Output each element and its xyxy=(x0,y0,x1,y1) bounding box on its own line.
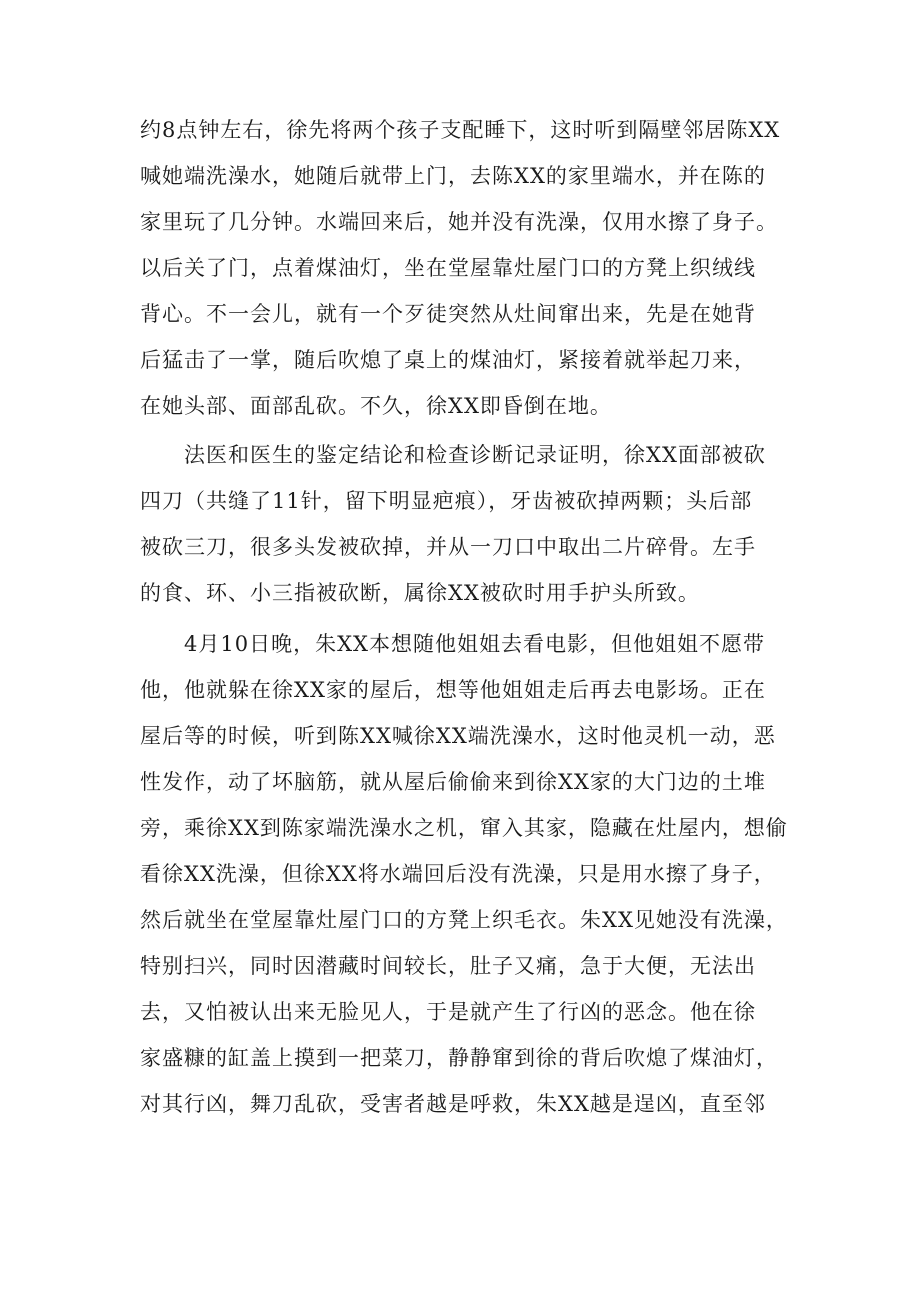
paragraph-3-line-5: 旁，乘徐XX到陈家端洗澡水之机，窜入其家，隐藏在灶屋内，想偷 xyxy=(140,816,788,840)
paragraph-3-line-8: 特别扫兴，同时因潜藏时间较长，肚子又痛，急于大便，无法出 xyxy=(140,954,756,978)
paragraph-3-line-9: 去，又怕被认出来无脸见人，于是就产生了行凶的恶念。他在徐 xyxy=(140,1000,756,1024)
paragraph-1-line-2: 喊她端洗澡水，她随后就带上门，去陈XX的家里端水，并在陈的 xyxy=(140,164,766,188)
paragraph-3-line-6: 看徐XX洗澡，但徐XX将水端回后没有洗澡，只是用水擦了身子， xyxy=(140,862,776,886)
paragraph-1-line-6: 后猛击了一掌，随后吹熄了桌上的煤油灯，紧接着就举起刀来， xyxy=(140,348,756,372)
paragraph-3-line-11: 对其行凶，舞刀乱砍，受害者越是呼救，朱XX越是逞凶，直至邻 xyxy=(140,1092,766,1116)
paragraph-3-line-3: 屋后等的时候，听到陈XX喊徐XX端洗澡水，这时他灵机一动，恶 xyxy=(140,724,776,748)
paragraph-1-line-4: 以后关了门，点着煤油灯，坐在堂屋靠灶屋门口的方凳上织绒线 xyxy=(140,256,756,280)
paragraph-1-line-3: 家里玩了几分钟。水端回来后，她并没有洗澡，仅用水擦了身子。 xyxy=(140,210,778,234)
paragraph-1-line-5: 背心。不一会儿，就有一个歹徒突然从灶间窜出来，先是在她背 xyxy=(140,302,756,326)
paragraph-1-line-1: 约8点钟左右，徐先将两个孩子支配睡下，这时听到隔壁邻居陈XX xyxy=(140,118,781,142)
paragraph-3-line-4: 性发作，动了坏脑筋，就从屋后偷偷来到徐XX家的大门边的土堆 xyxy=(140,770,766,794)
paragraph-2-line-4: 的食、环、小三指被砍断，属徐XX被砍时用手护头所致。 xyxy=(140,581,700,605)
paragraph-1-line-7: 在她头部、面部乱砍。不久，徐XX即昏倒在地。 xyxy=(140,394,612,418)
paragraph-2-line-1: 法医和医生的鉴定结论和检查诊断记录证明，徐XX面部被砍 xyxy=(140,443,766,467)
paragraph-3-line-10: 家盛糠的缸盖上摸到一把菜刀，静静窜到徐的背后吹熄了煤油灯， xyxy=(140,1046,778,1070)
paragraph-3-line-1: 4月10日晚，朱XX本想随他姐姐去看电影，但他姐姐不愿带 xyxy=(140,632,765,656)
paragraph-2-line-2: 四刀（共缝了11针，留下明显疤痕），牙齿被砍掉两颗；头后部 xyxy=(140,489,753,513)
paragraph-3-line-2: 他，他就躲在徐XX家的屋后，想等他姐姐走后再去电影场。正在 xyxy=(140,678,766,702)
paragraph-2-line-3: 被砍三刀，很多头发被砍掉，并从一刀口中取出二片碎骨。左手 xyxy=(140,535,756,559)
paragraph-3-line-7: 然后就坐在堂屋靠灶屋门口的方凳上织毛衣。朱XX见她没有洗澡， xyxy=(140,908,788,932)
